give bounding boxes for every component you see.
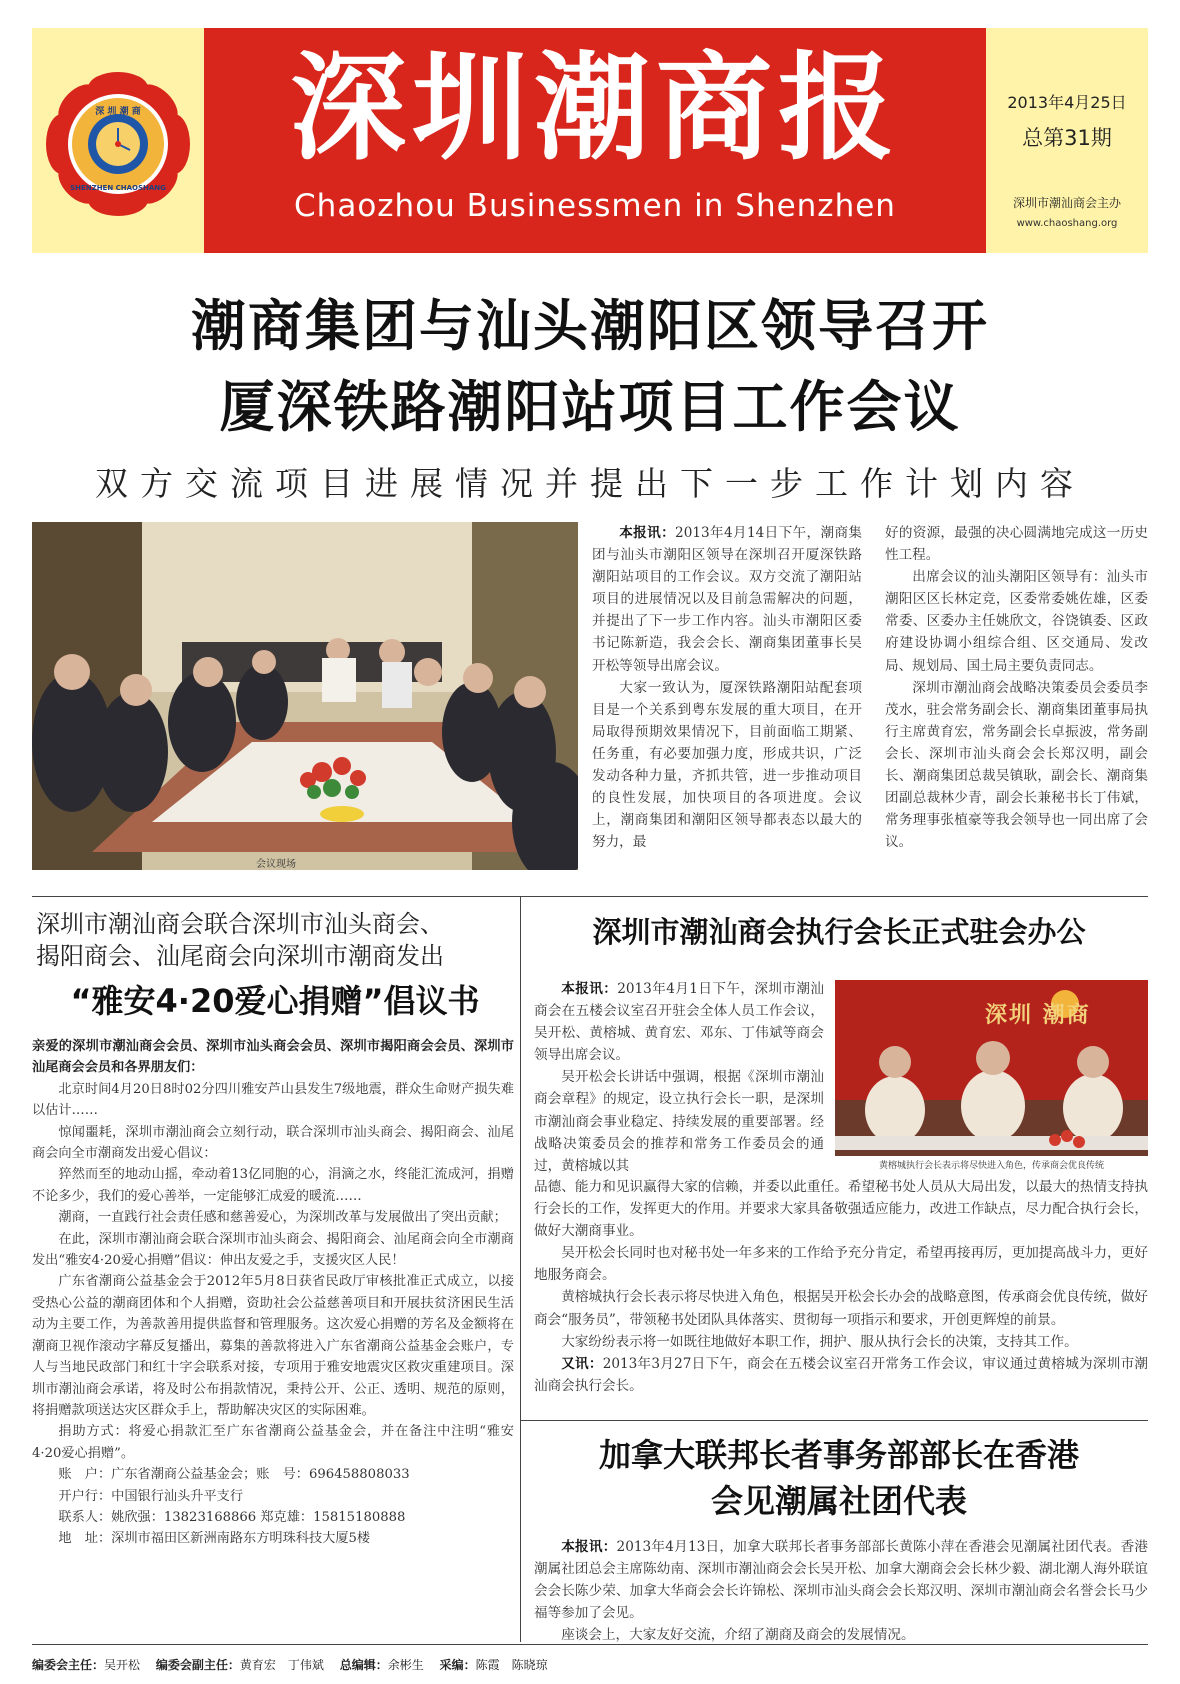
editorial-footer (32, 1656, 1148, 1673)
paragraph (885, 677, 1148, 854)
website-link[interactable]: www.chaoshang.org (1016, 218, 1118, 229)
canada-headline (530, 1432, 1148, 1524)
paragraph-text: 黄榕城执行会长表示将尽快进入角色，根据吴开松会长办会的战略意图，传承商会优良传统，做好商会“服务员”，带领秘书处团队具体落实、贯彻每一项指示和要求，开创更辉煌的前景。 (534, 1289, 1148, 1328)
section-divider (32, 896, 1148, 897)
paragraph (534, 1286, 1148, 1330)
logo-area (32, 28, 204, 253)
paragraph: 广东省潮商公益基金会于2012年5月8日获省民政厅审核批准正式成立，以接受热心公益的潮商团体和个人捐赠，资助社会公益慈善项目和开展扶贫济困民生活动为主要工作，为善款善用提供监督和管理服务。这次爱心捐赠的芳名及金额将在潮商卫视作滚动字幕反复播出，募集的善款将进入广东省潮商公益基金会账户，专人与当地民政部门和红十字会联系对接，专项用于雅安地震灾区救灾重建项目。深圳市潮汕商会承诺，将及时公布捐款情况，秉持公开、公正、透明、规范的原则，将捐赠款项送达灾区群众手上，帮助解决灾区的实际困难。 (32, 1274, 514, 1418)
issue-date: 2013年4月25日 (1007, 93, 1127, 112)
account-line: 账 户：广东省潮商公益基金会；账 号：696458808033 (58, 1467, 410, 1483)
paragraph-text: 好的资源，最强的决心圆满地完成这一历史性工程。 (885, 525, 1148, 564)
footer-item: 编委会副主任：黄育宏 丁伟斌 (155, 1658, 324, 1672)
exec-headline: 深圳市潮汕商会执行会长正式驻会办公 (592, 915, 1086, 949)
paragraph (534, 1353, 1148, 1397)
paragraph: 捐助方式：将爱心捐款汇至广东省潮商公益基金会，并在备注中注明“雅安4·20爱心捐赠”。 (32, 1424, 514, 1461)
footer-item: 采编：陈霞 陈晓琼 (439, 1658, 548, 1672)
account-line: 地 址：深圳市福田区新洲南路东方明珠科技大厦5楼 (58, 1531, 371, 1547)
logo-ring-text: SHENZHEN CHAOSHANG (70, 184, 166, 192)
section-divider (520, 1420, 1148, 1421)
lead: 本报讯： (561, 981, 618, 997)
canada-headline-line-2: 会见潮属社团代表 (710, 1482, 967, 1520)
pre-headline-line: 深圳市潮汕商会联合深圳市汕头商会、 (36, 910, 444, 938)
paragraph-text: 大家纷纷表示将一如既往地做好本职工作，拥护、服从执行会长的决策，支持其工作。 (561, 1333, 1078, 1350)
paper-title: 深圳潮商报 (290, 40, 900, 176)
footer-item: 总编辑：余彬生 (339, 1658, 424, 1672)
lead: 本报讯： (619, 525, 676, 541)
exec-body-wide (534, 1176, 1148, 1397)
paragraph (534, 1331, 1148, 1353)
headline-deck: 双方交流项目进展情况并提出下一步工作计划内容 (95, 464, 1085, 503)
paragraph: 在此，深圳市潮汕商会联合深圳市汕头商会、揭阳商会、汕尾商会向全市潮商发出“雅安4·20爱心捐赠”倡议：伸出友爱之手，支援灾区人民！ (32, 1231, 514, 1269)
paragraph (885, 522, 1148, 566)
logo-top-text: 深 圳 潮 商 (95, 107, 141, 117)
issue-number: 总第31期 (1022, 126, 1112, 150)
paragraph: 惊闻噩耗，深圳市潮汕商会立刻行动，联合深圳市汕头商会、揭阳商会、汕尾商会向全市潮商发出爱心倡议： (32, 1124, 514, 1162)
paragraph (592, 522, 862, 677)
paragraph (534, 978, 824, 1066)
paragraph-text: 吴开松会长同时也对秘书处一年多来的工作给予充分肯定，希望再接再厉，更加提高战斗力，更好地服务商会。 (534, 1245, 1148, 1284)
paragraph: 猝然而至的地动山摇，牵动着13亿同胞的心，涓滴之水，终能汇流成河，捐赠不论多少，我们的爱心善举，一定能够汇成爱的暖流…… (32, 1167, 514, 1204)
masthead (32, 28, 1148, 253)
lead: 本报讯： (561, 1539, 617, 1555)
paragraph (885, 566, 1148, 676)
headline-line-1: 潮商集团与汕头潮阳区领导召开 (190, 294, 989, 358)
exec-body-narrow (534, 978, 824, 1177)
main-story-column-1 (592, 522, 862, 853)
publisher: 深圳市潮汕商会主办 (1012, 196, 1121, 210)
chaoshang-logo (44, 70, 192, 218)
paragraph (534, 1066, 824, 1176)
paragraph (534, 1176, 1148, 1242)
paragraph: 北京时间4月20日8时02分四川雅安芦山县发生7级地震，群众生命财产损失难以估计…… (32, 1081, 514, 1119)
meeting-photo (32, 522, 578, 870)
paper-subtitle: Chaozhou Businessmen in Shenzhen (294, 188, 896, 224)
canada-headline-line-1: 加拿大联邦长者事务部部长在香港 (598, 1436, 1079, 1474)
paragraph-text: 2013年4月14日下午，潮商集团与汕头市潮阳区领导在深圳召开厦深铁路潮阳站项目的工作会议。双方交流了潮阳站项目的进展情况以及目前急需解决的问题，并提出了下一步工作内容。汕头市潮阳区委书记陈新造，我会会长、潮商集团董事长吴开松等领导出席会议。 (592, 525, 862, 674)
donation-body (32, 1036, 514, 1550)
paragraph-text: 深圳市潮汕商会战略决策委员会委员李茂水，驻会常务副会长、潮商集团董事局执行主席黄育宏，常务副会长卓振波，常务副会长、深圳市汕头商会会长郑汉明，副会长、潮商集团总裁吴镇耿，副会长、潮商集团副总裁林少青，副会长兼秘书长丁伟斌，常务理事张植豪等我会领导也一同出席了会议。 (885, 679, 1148, 851)
main-story-column-2 (885, 522, 1148, 853)
salutation: 亲爱的深圳市潮汕商会会员、深圳市汕头商会会员、深圳市揭阳商会会员、深圳市汕尾商会会员和各界朋友们： (32, 1039, 514, 1076)
paragraph-text: 2013年4月1日下午，深圳市潮汕商会在五楼会议室召开驻会全体人员工作会议，吴开松、黄榕城、黄育宏、邓东、丁伟斌等商会领导出席会议。 (534, 981, 824, 1064)
exec-photo-caption: 黄榕城执行会长表示将尽快进入角色，传承商会优良传统 (835, 1156, 1148, 1176)
exec-photo (835, 980, 1148, 1176)
paragraph: 潮商，一直践行社会责任感和慈善爱心，为深圳改革与发展做出了突出贡献； (58, 1210, 507, 1226)
account-line: 联系人：姚欣强：13823168866 郑克雄：15815180888 (58, 1509, 406, 1525)
column-divider (520, 896, 521, 1642)
paragraph-text: 出席会议的汕头潮阳区领导有：汕头市潮阳区区长林定竞，区委常委姚佐雄，区委常委、区委办主任姚欣文，谷饶镇委、区政府建设协调小组综合组、区交通局、发改局、规划局、国土局主要负责同志。 (885, 569, 1148, 674)
headline-line-2: 厦深铁路潮阳站项目工作会议 (219, 375, 961, 439)
footer-item: 编委会主任：吴开松 (32, 1658, 141, 1672)
paragraph (534, 1242, 1148, 1286)
paragraph (592, 677, 862, 854)
paragraph-text: 吴开松会长讲话中强调，根据《深圳市潮汕商会章程》的规定，设立执行会长一职，是深圳市潮汕商会事业稳定、持续发展的重要部署。经战略决策委员会的推荐和常务工作委员会的通过，黄榕城以其 (534, 1069, 824, 1174)
title-block (204, 28, 986, 253)
meeting-photo-caption: 会议现场 (256, 859, 296, 870)
paragraph (534, 1536, 1148, 1624)
donation-headline: “雅安4·20爱心捐赠”倡议书 (70, 982, 480, 1020)
pre-headline-line: 揭阳商会、汕尾商会向深圳市潮商发出 (36, 942, 444, 970)
paragraph-text: 2013年3月27日下午，商会在五楼会议室召开常务工作会议，审议通过黄榕城为深圳市潮汕商会执行会长。 (534, 1355, 1148, 1394)
paragraph-text: 座谈会上，大家友好交流，介绍了潮商及商会的发展情况。 (561, 1627, 915, 1644)
exec-photo-banner: 深圳 潮商 (985, 1003, 1091, 1028)
meeting-photo-image (32, 522, 578, 870)
paragraph-text: 2013年4月13日，加拿大联邦长者事务部部长黄陈小萍在香港会见潮属社团代表。香港潮属社团总会主席陈幼南、深圳市潮汕商会会长吴开松、加拿大潮商会会长林少毅、湖北潮人海外联谊会会长陈少荣、加拿大华商会会长许锦松、深圳市汕头商会会长郑汉明、深圳市潮汕商会名誉会长马少福等参加了会见。 (534, 1539, 1149, 1622)
lead: 又讯： (561, 1355, 603, 1372)
canada-body (534, 1536, 1148, 1646)
paragraph (534, 1624, 1148, 1646)
paragraph-text: 大家一致认为，厦深铁路潮阳站配套项目是一个关系到粤东发展的重大项目，在开局取得预期效果情况下，目前面临工期紧、任务重，有必要加强力度，形成共识，广泛发动各种力量，齐抓共管，进一步推动项目的良性发展，加快项目的各项进度。会议上，潮商集团和潮阳区领导都表态以最大的努力，最 (592, 679, 862, 851)
paragraph-text: 品德、能力和见识赢得大家的信赖，并委以此重任。希望秘书处人员从大局出发，以最大的热情支持执行会长的工作，发挥更大的作用。并要求大家具备敬强适应能力，改进工作缺点，尽力配合执行会长，做好大潮商事业。 (534, 1179, 1148, 1240)
donation-pre-headline (36, 908, 512, 972)
account-line: 开户行：中国银行汕头升平支行 (58, 1488, 244, 1504)
